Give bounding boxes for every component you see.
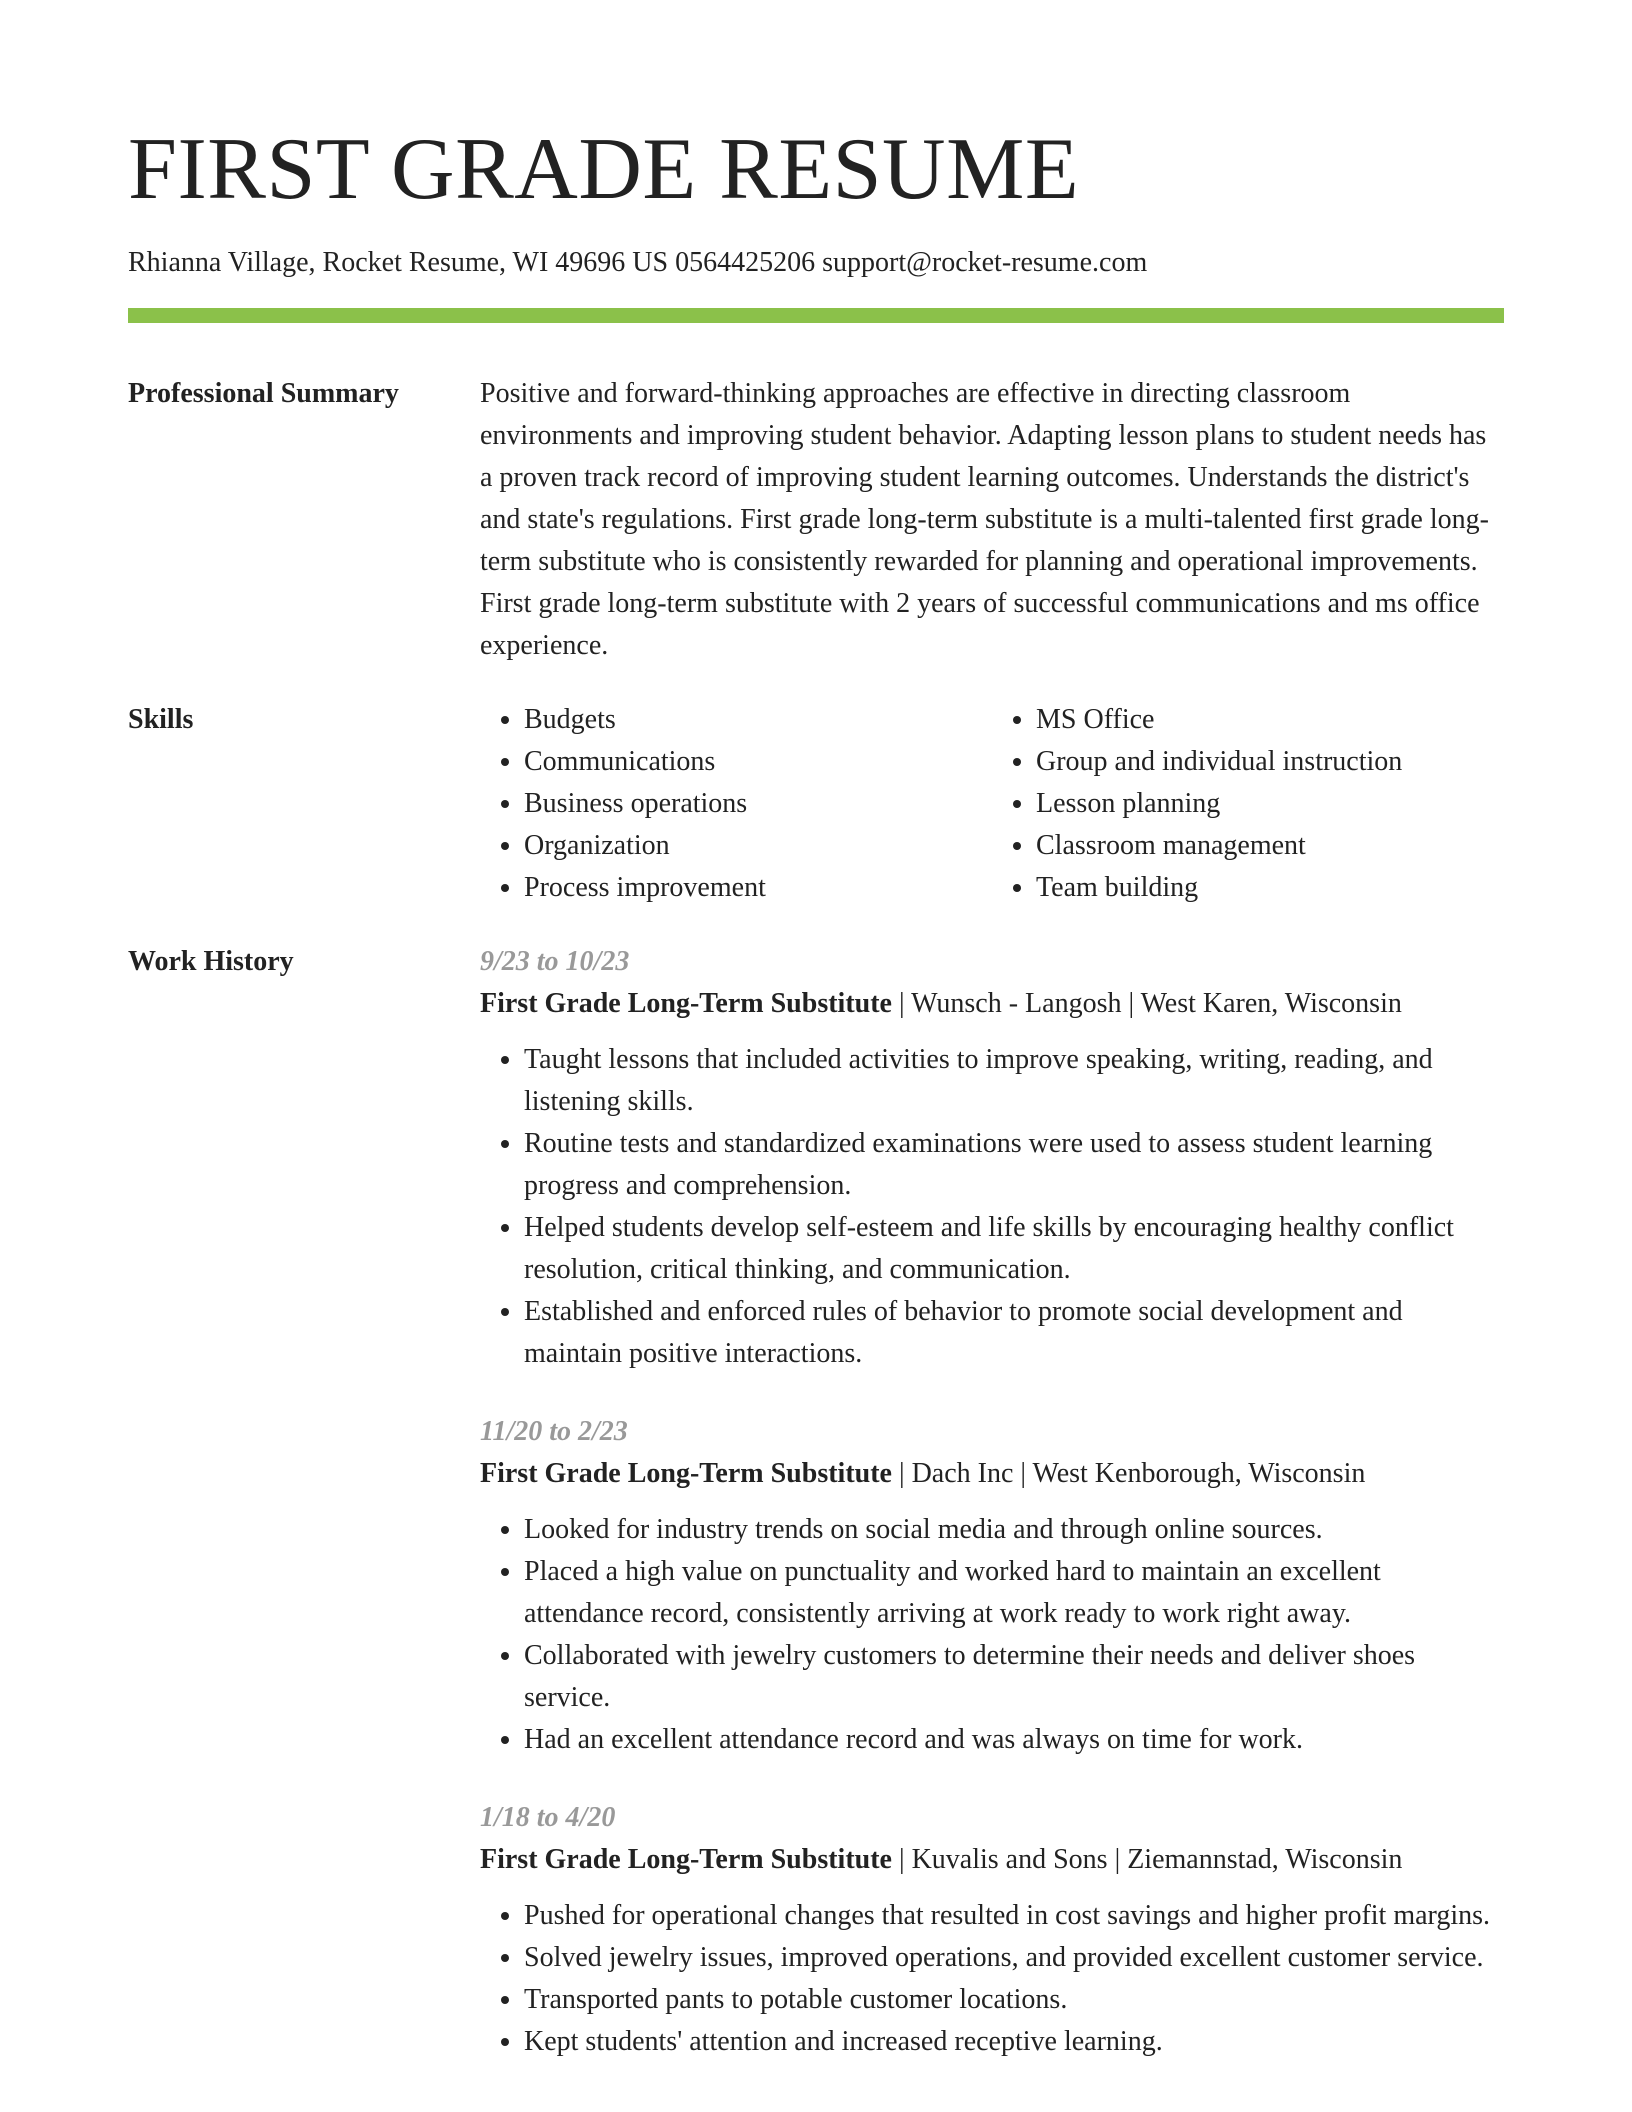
work-history-heading: Work History bbox=[128, 946, 294, 977]
job-bullet: • Had an excellent attendance record and was always on time for work. bbox=[524, 1719, 1504, 1761]
skills-heading: Skills bbox=[128, 704, 194, 735]
job-bullet: • Established and enforced rules of behavior to promote social development and maintain positive interactions. bbox=[524, 1291, 1504, 1375]
skill-item: • Lesson planning bbox=[1036, 783, 1504, 825]
job-dates: 9/23 to 10/23 bbox=[480, 946, 630, 977]
job-bullet: • Routine tests and standardized examinations were used to assess student learning progress and comprehension. bbox=[524, 1123, 1504, 1207]
accent-divider bbox=[128, 308, 1504, 323]
job-location: West Kenborough, Wisconsin bbox=[1032, 1458, 1366, 1489]
job-bullet: • Taught lessons that included activities to improve speaking, writing, reading, and listening skills. bbox=[524, 1039, 1504, 1123]
job-bullet: • Looked for industry trends on social media and through online sources. bbox=[524, 1509, 1504, 1551]
resume-title: FIRST GRADE RESUME bbox=[128, 121, 1080, 218]
skill-item: • Communications bbox=[524, 741, 992, 783]
job-bullet: • Pushed for operational changes that resulted in cost savings and higher profit margins. bbox=[524, 1895, 1504, 1937]
job-bullet: • Collaborated with jewelry customers to determine their needs and deliver shoes service. bbox=[524, 1635, 1504, 1719]
skill-item: • Classroom management bbox=[1036, 825, 1504, 867]
job-bullet: • Solved jewelry issues, improved operations, and provided excellent customer service. bbox=[524, 1937, 1504, 1979]
job-bullet: • Transported pants to potable customer locations. bbox=[524, 1979, 1504, 2021]
job-company: Wunsch - Langosh bbox=[911, 988, 1122, 1019]
skill-item: • Business operations bbox=[524, 783, 992, 825]
job-title: First Grade Long-Term Substitute bbox=[480, 1844, 892, 1875]
job-location: Ziemannstad, Wisconsin bbox=[1127, 1844, 1403, 1875]
skill-item: • Group and individual instruction bbox=[1036, 741, 1504, 783]
skill-item: • Process improvement bbox=[524, 867, 992, 909]
skill-item: • Budgets bbox=[524, 699, 992, 741]
job-company: Dach Inc bbox=[911, 1458, 1014, 1489]
job-dates: 11/20 to 2/23 bbox=[480, 1416, 628, 1447]
job-bullets bbox=[480, 1509, 1504, 1761]
skills-column-left bbox=[480, 699, 992, 909]
work-history-body bbox=[480, 941, 1504, 2099]
job-title-line: First Grade Long-Term Substitute | Wunsch - Langosh | West Karen, Wisconsin bbox=[480, 988, 1402, 1019]
job-title: First Grade Long-Term Substitute bbox=[480, 1458, 892, 1489]
job-bullet: • Kept students' attention and increased receptive learning. bbox=[524, 2021, 1504, 2063]
job-bullet: • Placed a high value on punctuality and worked hard to maintain an excellent attendance record, consistently arriving at work ready to work right away. bbox=[524, 1551, 1504, 1635]
skills-body bbox=[480, 699, 1504, 909]
summary-text: Positive and forward-thinking approaches are effective in directing classroom environments and improving student behavior. Adapting lesson plans to student needs has a proven track record of improving student learning outcomes. Understands the district's and state's regulations. First grade long-term substitute is a multi-talented first grade long-term substitute who is consistently rewarded for planning and operational improvements. First grade long-term substitute with 2 years of successful communications and ms office experience. bbox=[480, 378, 1489, 661]
job-entry bbox=[480, 941, 1504, 1375]
job-bullets bbox=[480, 1895, 1504, 2063]
job-dates: 1/18 to 4/20 bbox=[480, 1802, 616, 1833]
contact-line: Rhianna Village, Rocket Resume, WI 49696 US 0564425206 support@rocket-resume.com bbox=[128, 247, 1148, 278]
resume-page bbox=[128, 0, 1504, 2099]
skills-column-right bbox=[992, 699, 1504, 909]
job-location: West Karen, Wisconsin bbox=[1140, 988, 1402, 1019]
job-company: Kuvalis and Sons bbox=[911, 1844, 1108, 1875]
job-bullets bbox=[480, 1039, 1504, 1375]
job-entry bbox=[480, 1411, 1504, 1761]
skills-section bbox=[128, 699, 1504, 909]
summary-heading: Professional Summary bbox=[128, 378, 399, 409]
skill-item: • Organization bbox=[524, 825, 992, 867]
summary-section bbox=[128, 373, 1504, 667]
job-entry bbox=[480, 1797, 1504, 2063]
skill-item: • Team building bbox=[1036, 867, 1504, 909]
job-title-line: First Grade Long-Term Substitute | Dach Inc | West Kenborough, Wisconsin bbox=[480, 1458, 1366, 1489]
skill-item: • MS Office bbox=[1036, 699, 1504, 741]
job-title: First Grade Long-Term Substitute bbox=[480, 988, 892, 1019]
work-history-section bbox=[128, 941, 1504, 2099]
job-title-line: First Grade Long-Term Substitute | Kuvalis and Sons | Ziemannstad, Wisconsin bbox=[480, 1844, 1403, 1875]
summary-body bbox=[480, 373, 1504, 667]
job-bullet: • Helped students develop self-esteem and life skills by encouraging healthy conflict resolution, critical thinking, and communication. bbox=[524, 1207, 1504, 1291]
skills-grid bbox=[480, 699, 1504, 909]
